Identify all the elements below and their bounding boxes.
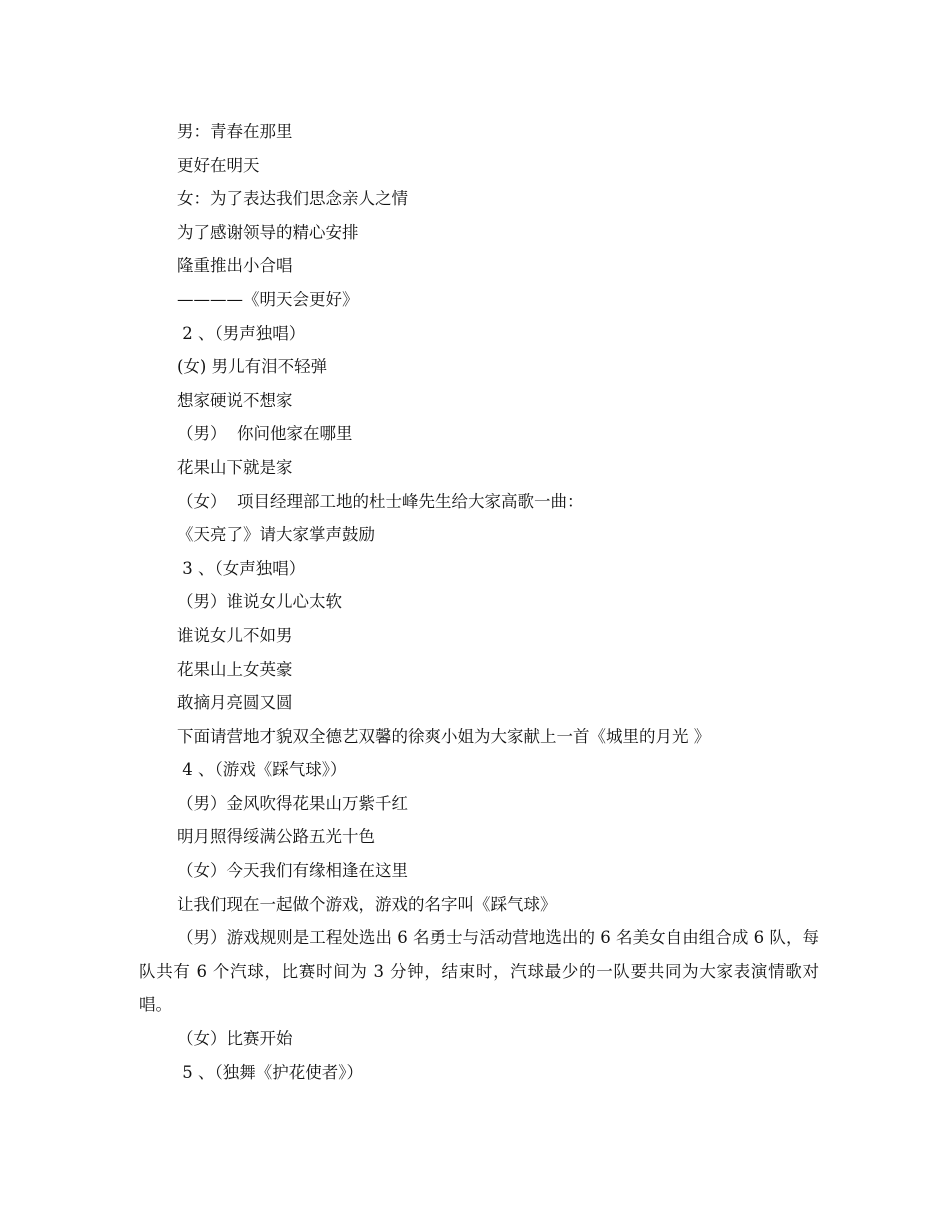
text-line: 更好在明天 (177, 155, 260, 175)
rules-paragraph: （男）游戏规则是工程处选出 6 名勇士与活动营地选出的 6 名美女自由组合成 6 队，每队共有 6 个汽球，比赛时间为 3 分钟，结束时，汽球最少的一队要共同为大家表演情歌对唱。 (139, 928, 819, 1015)
text-line: （女）今天我们有缘相逢在这里 (177, 861, 408, 881)
text-line: （男）谁说女儿心太软 (177, 592, 342, 612)
text-line: 想家硬说不想家 (177, 390, 293, 410)
text-line: 明月照得绥满公路五光十色 (177, 827, 375, 847)
text-line: （男） 你问他家在哪里 (177, 424, 353, 444)
text-line: 让我们现在一起做个游戏，游戏的名字叫《踩气球》 (177, 894, 557, 914)
text-line: (女) 男儿有泪不轻弹 (177, 357, 328, 377)
text-line: 隆重推出小合唱 (177, 256, 293, 276)
text-line: 花果山下就是家 (177, 457, 293, 477)
text-line: （女） 项目经理部工地的杜士峰先生给大家高歌一曲： (177, 491, 584, 511)
text-line: 下面请营地才貌双全德艺双馨的徐爽小姐为大家献上一首《城里的月光 》 (177, 726, 711, 746)
text-line: 男：青春在那里 (177, 122, 293, 141)
text-line: 女：为了表达我们思念亲人之情 (177, 189, 408, 209)
text-line: 花果山上女英豪 (177, 659, 293, 679)
text-line: ————《明天会更好》 (177, 289, 359, 309)
section-heading: 5 、（独舞《护花使者》） (177, 1062, 363, 1082)
section-heading: 3 、（女声独唱） (177, 558, 306, 578)
text-line: （女）比赛开始 (177, 1029, 293, 1049)
text-line: （男）金风吹得花果山万紫千红 (177, 793, 408, 813)
text-line: 谁说女儿不如男 (177, 625, 293, 645)
section-heading: 4 、（游戏《踩气球》） (177, 760, 347, 780)
text-line: 为了感谢领导的精心安排 (177, 222, 359, 242)
section-heading: 2 、（男声独唱） (177, 323, 306, 343)
text-line: 《天亮了》请大家掌声鼓励 (177, 525, 375, 545)
document-body (139, 115, 819, 1089)
text-line: 敢摘月亮圆又圆 (177, 693, 293, 713)
